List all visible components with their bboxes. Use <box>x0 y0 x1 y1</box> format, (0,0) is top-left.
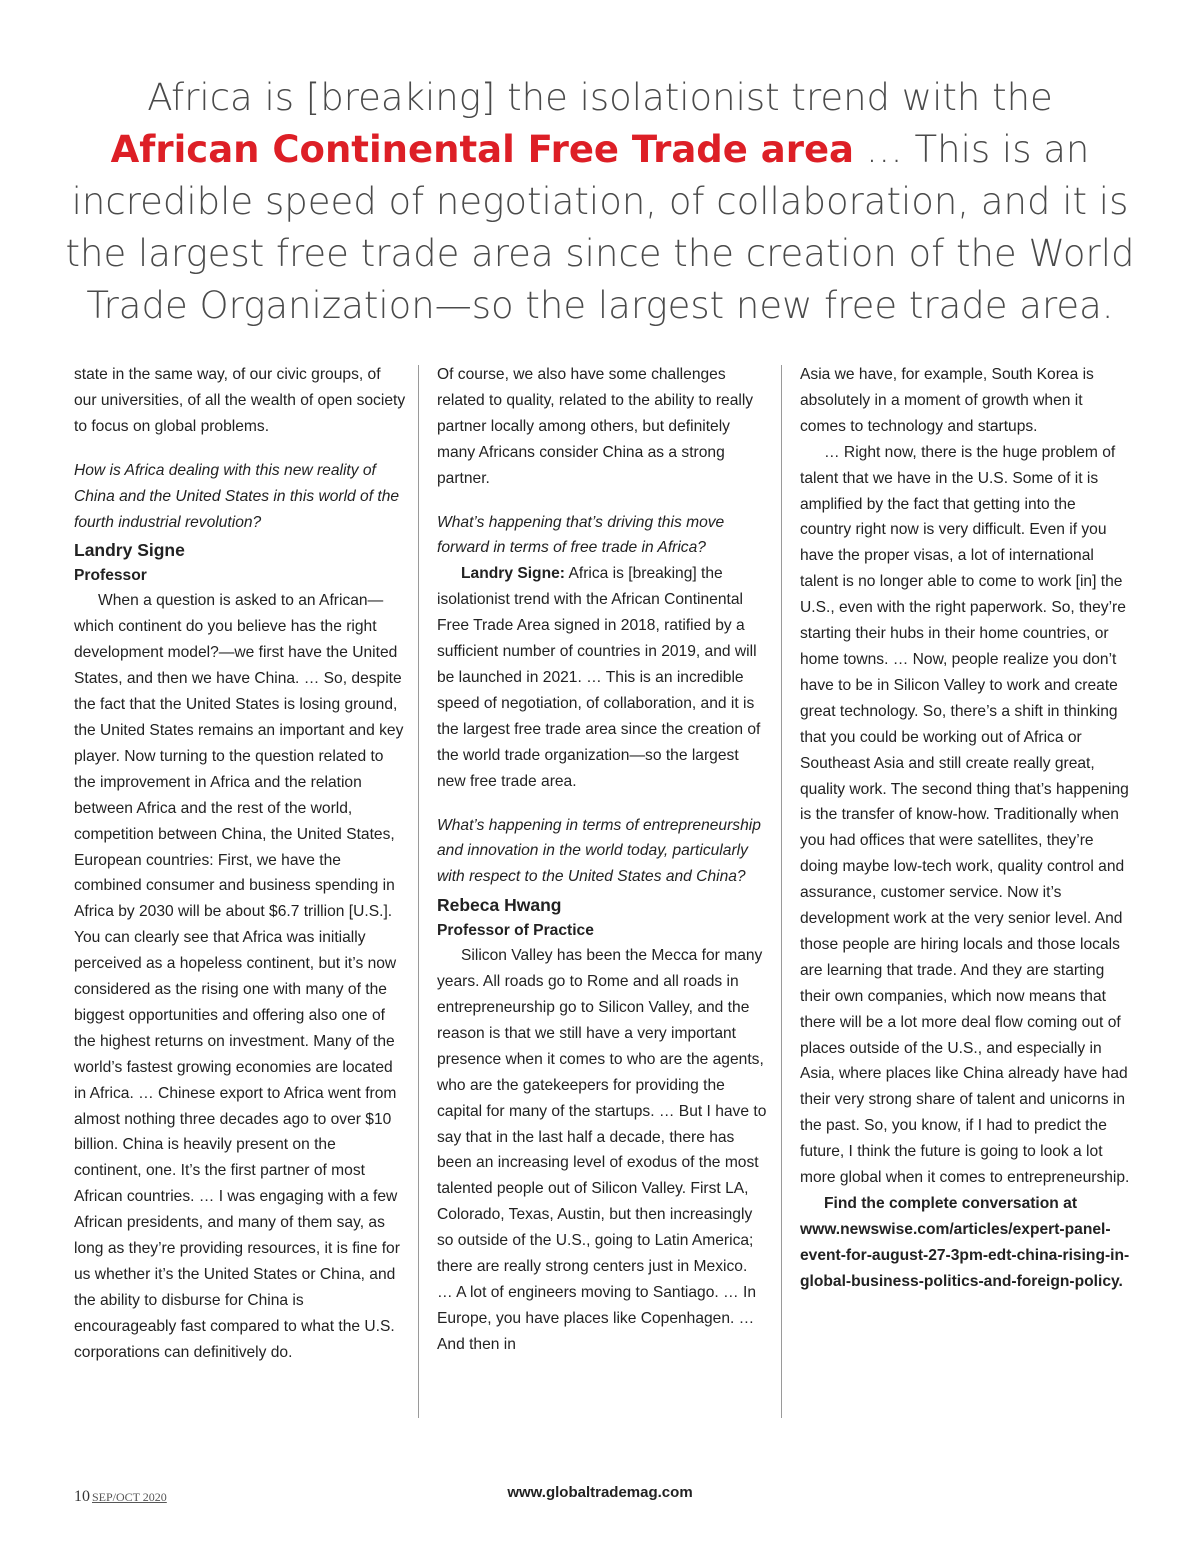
interview-question: What’s happening that’s driving this move forward in terms of free trade in Africa? <box>437 513 725 557</box>
answer-text: Africa is [breaking] the isolationist trend with the African Continental Free Trade Area signed in 2018, ratified by a sufficient number of countries in 2019, and will be launched in 2021. … This is an incredible speed of negotiation, of collaboration, and it is the largest free trade area since the creation of the world trade organization—so the largest new free trade area. <box>437 565 761 790</box>
paragraph: state in the same way, of our civic groups, of our universities, of all the wealth of open society to focus on global problems. <box>74 366 406 435</box>
pull-quote-text-start: Africa is [breaking] the isolationist trend with the <box>147 76 1053 119</box>
paragraph: When a question is asked to an African—which continent do you believe has the right development model?—we first have the United States, and then we have China. … So, despite the fact that the United States is losing ground, the United States remains an important and key player. Now turning to the question related to the improvement in Africa and the relation between Africa and the rest of the world, competition between China, the United States, European countries: First, we have the combined consumer and business spending in Africa by 2030 will be about $6.7 trillion [U.S.]. You can clearly see that Africa was initially perceived as a hopeless continent, but it’s now considered as the rising one with many of the biggest opportunities and offering also one of the highest returns on investment. Many of the world’s fastest growing economies are located in Africa. … Chinese export to Africa went from almost nothing three decades ago to over $10 billion. China is heavily present on the continent, one. It’s the first partner of most African countries. … I was engaging with a few African presidents, and many of them say, as long as they’re providing resources, it is fine for us whether it’s the United States or China, and the ability to disburse for China is encourageably fast compared to what the U.S. corporations can definitively do. <box>74 592 404 1361</box>
paragraph: Asia we have, for example, South Korea is absolutely in a moment of growth when it comes to technology and startups. <box>800 366 1094 435</box>
speaker-title: Professor of Practice <box>437 922 594 940</box>
article-column-3 <box>800 362 1130 1422</box>
paragraph: Of course, we also have some challenges related to quality, related to the ability to really partner locally among others, but definitely many Africans consider China as a strong partner. <box>437 366 754 487</box>
interview-question: What’s happening in terms of entrepreneurship and innovation in the world today, particularly with respect to the United States and China? <box>437 816 761 886</box>
paragraph: … Right now, there is the huge problem of talent that we have in the U.S. Some of it is amplified by the fact that getting into the country right now is very difficult. Even if you have the proper visas, a lot of international talent is no longer able to come to work [in] the U.S., even with the right paperwork. So, they’re starting their hubs in their home countries, or home towns. … Now, people realize you don’t have to be in Silicon Valley to work and create great technology. So, there’s a shift in thinking that you could be working out of Africa or Southeast Asia and still create really great, quality work. The second thing that’s happening is the transfer of know-how. Traditionally when you had offices that were satellites, they’re doing maybe low-tech work, quality control and assurance, customer service. Now it’s development work at the very senior level. And those people are hiring locals and those locals are learning that trade. And they are starting their own companies, which now means that there will be a lot more deal flow coming out of places outside of the U.S., and especially in Asia, where places like China already have had their very strong share of talent and unicorns in the past. So, you know, if I had to predict the future, I think the future is going to look a lot more global when it comes to entrepreneurship. <box>800 443 1130 1187</box>
page-number: 10 <box>74 1488 90 1505</box>
issue-date: SEP/OCT 2020 <box>92 1490 167 1504</box>
column-divider <box>418 365 419 1418</box>
pull-quote-highlight: African Continental Free Trade area <box>110 128 855 171</box>
pull-quote-text-end: … This is an incredible speed of negotiation, of collaboration, and it is the largest free trade area since the creation of the World Trade Organization—so the largest new free trade area. <box>65 128 1135 327</box>
pull-quote <box>60 72 1140 332</box>
speaker-lead: Landry Signe: <box>461 565 565 583</box>
interview-question: How is Africa dealing with this new reality of China and the United States in this world of the fourth industrial revolution? <box>74 461 400 531</box>
paragraph: Silicon Valley has been the Mecca for many years. All roads go to Rome and all roads in entrepreneurship go to Silicon Valley, and the reason is that we still have a very important presence when it comes to who are the agents, who are the gatekeepers for providing the capital for many of the startups. … But I have to say that in the last half a decade, there has been an increasing level of exodus of the most talented people out of Silicon Valley. First LA, Colorado, Texas, Austin, but then increasingly so outside of the U.S., going to Latin America; there are really strong centers just in Mexico. … A lot of engineers moving to Santiago. … In Europe, you have places like Copenhagen. … And then in <box>437 947 767 1353</box>
article-column-2 <box>437 362 767 1422</box>
website-url[interactable]: www.globaltrademag.com <box>507 1484 693 1501</box>
speaker-title: Professor <box>74 567 147 585</box>
speaker-name: Rebeca Hwang <box>437 895 562 916</box>
article-column-1 <box>74 362 406 1422</box>
column-divider <box>781 365 782 1418</box>
paragraph <box>437 561 767 794</box>
speaker-name: Landry Signe <box>74 540 185 561</box>
find-more-link[interactable]: Find the complete conversation at www.newswise.com/articles/expert-panel-event-for-august-27-3pm-edt-china-rising-in-global-business-politics-and-foreign-policy. <box>800 1195 1130 1290</box>
